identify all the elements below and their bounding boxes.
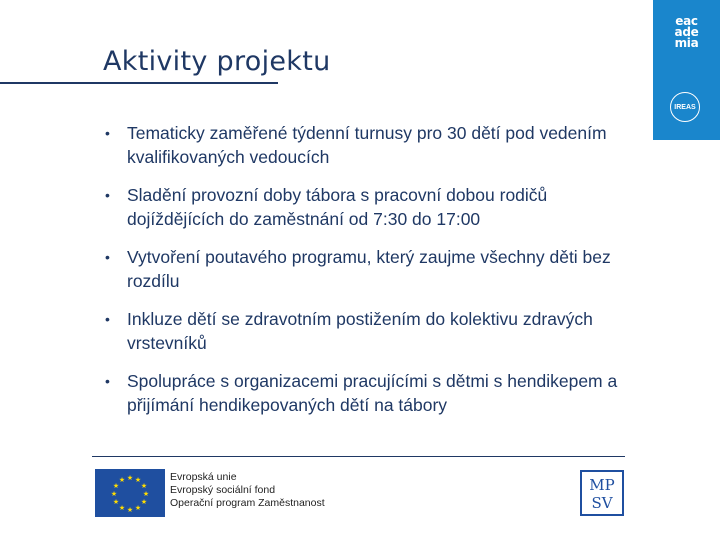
- eu-line-2: Evropský sociální fond: [170, 484, 276, 496]
- list-item-text: Sladění provozní doby tábora s pracovní dobou rodičů dojíždějících do zaměstnání od 7:30 do 17:00: [127, 185, 548, 229]
- eacademia-logo-line-2: ade: [674, 25, 699, 39]
- slide-title: Aktivity projektu: [103, 46, 331, 77]
- svg-text:★: ★: [140, 498, 148, 506]
- eu-flag-icon: [95, 469, 165, 517]
- list-item-text: Inkluze dětí se zdravotním postižením do kolektivu zdravých vrstevníků: [127, 309, 593, 353]
- svg-text:★: ★: [118, 504, 126, 512]
- svg-text:★: ★: [110, 490, 118, 498]
- list-item: [102, 122, 632, 169]
- footer-divider: [92, 456, 625, 457]
- activity-list: [102, 122, 632, 432]
- bullet-icon: •: [105, 373, 110, 389]
- ireas-logo: IREAS: [670, 92, 700, 122]
- eu-line-3: Operační program Zaměstnanost: [170, 497, 325, 509]
- title-underline: [0, 82, 278, 84]
- list-item-text: Vytvoření poutavého programu, který zaujme všechny děti bez rozdílu: [127, 247, 611, 291]
- eacademia-logo-line-3: mia: [674, 36, 699, 50]
- svg-text:★: ★: [126, 506, 134, 514]
- list-item: [102, 308, 632, 355]
- svg-text:★: ★: [134, 476, 142, 484]
- eacademia-brand-bar: [653, 0, 720, 140]
- list-item: [102, 184, 632, 231]
- list-item-text: Tematicky zaměřené týdenní turnusy pro 30 dětí pod vedením kvalifikovaných vedoucích: [127, 123, 607, 167]
- eu-funding-text: [170, 471, 325, 510]
- mpsv-logo-bottom: SV: [591, 494, 613, 512]
- svg-text:★: ★: [112, 482, 120, 490]
- bullet-icon: •: [105, 249, 110, 265]
- svg-text:★: ★: [134, 504, 142, 512]
- bullet-icon: •: [105, 311, 110, 327]
- bullet-icon: •: [105, 125, 110, 141]
- mpsv-logo-top: MP: [589, 476, 615, 494]
- eu-line-1: Evropská unie: [170, 471, 237, 483]
- mpsv-logo: [580, 470, 624, 516]
- svg-text:★: ★: [140, 482, 148, 490]
- svg-text:★: ★: [118, 476, 126, 484]
- list-item: [102, 370, 632, 417]
- svg-text:★: ★: [142, 490, 150, 498]
- bullet-icon: •: [105, 187, 110, 203]
- eacademia-logo: [653, 16, 720, 49]
- list-item-text: Spolupráce s organizacemi pracujícími s dětmi s hendikepem a přijímání hendikepovaných dětí na tábory: [127, 371, 618, 415]
- list-item: [102, 246, 632, 293]
- svg-text:★: ★: [112, 498, 120, 506]
- eacademia-logo-line-1: eac: [675, 14, 698, 28]
- svg-text:★: ★: [126, 474, 134, 482]
